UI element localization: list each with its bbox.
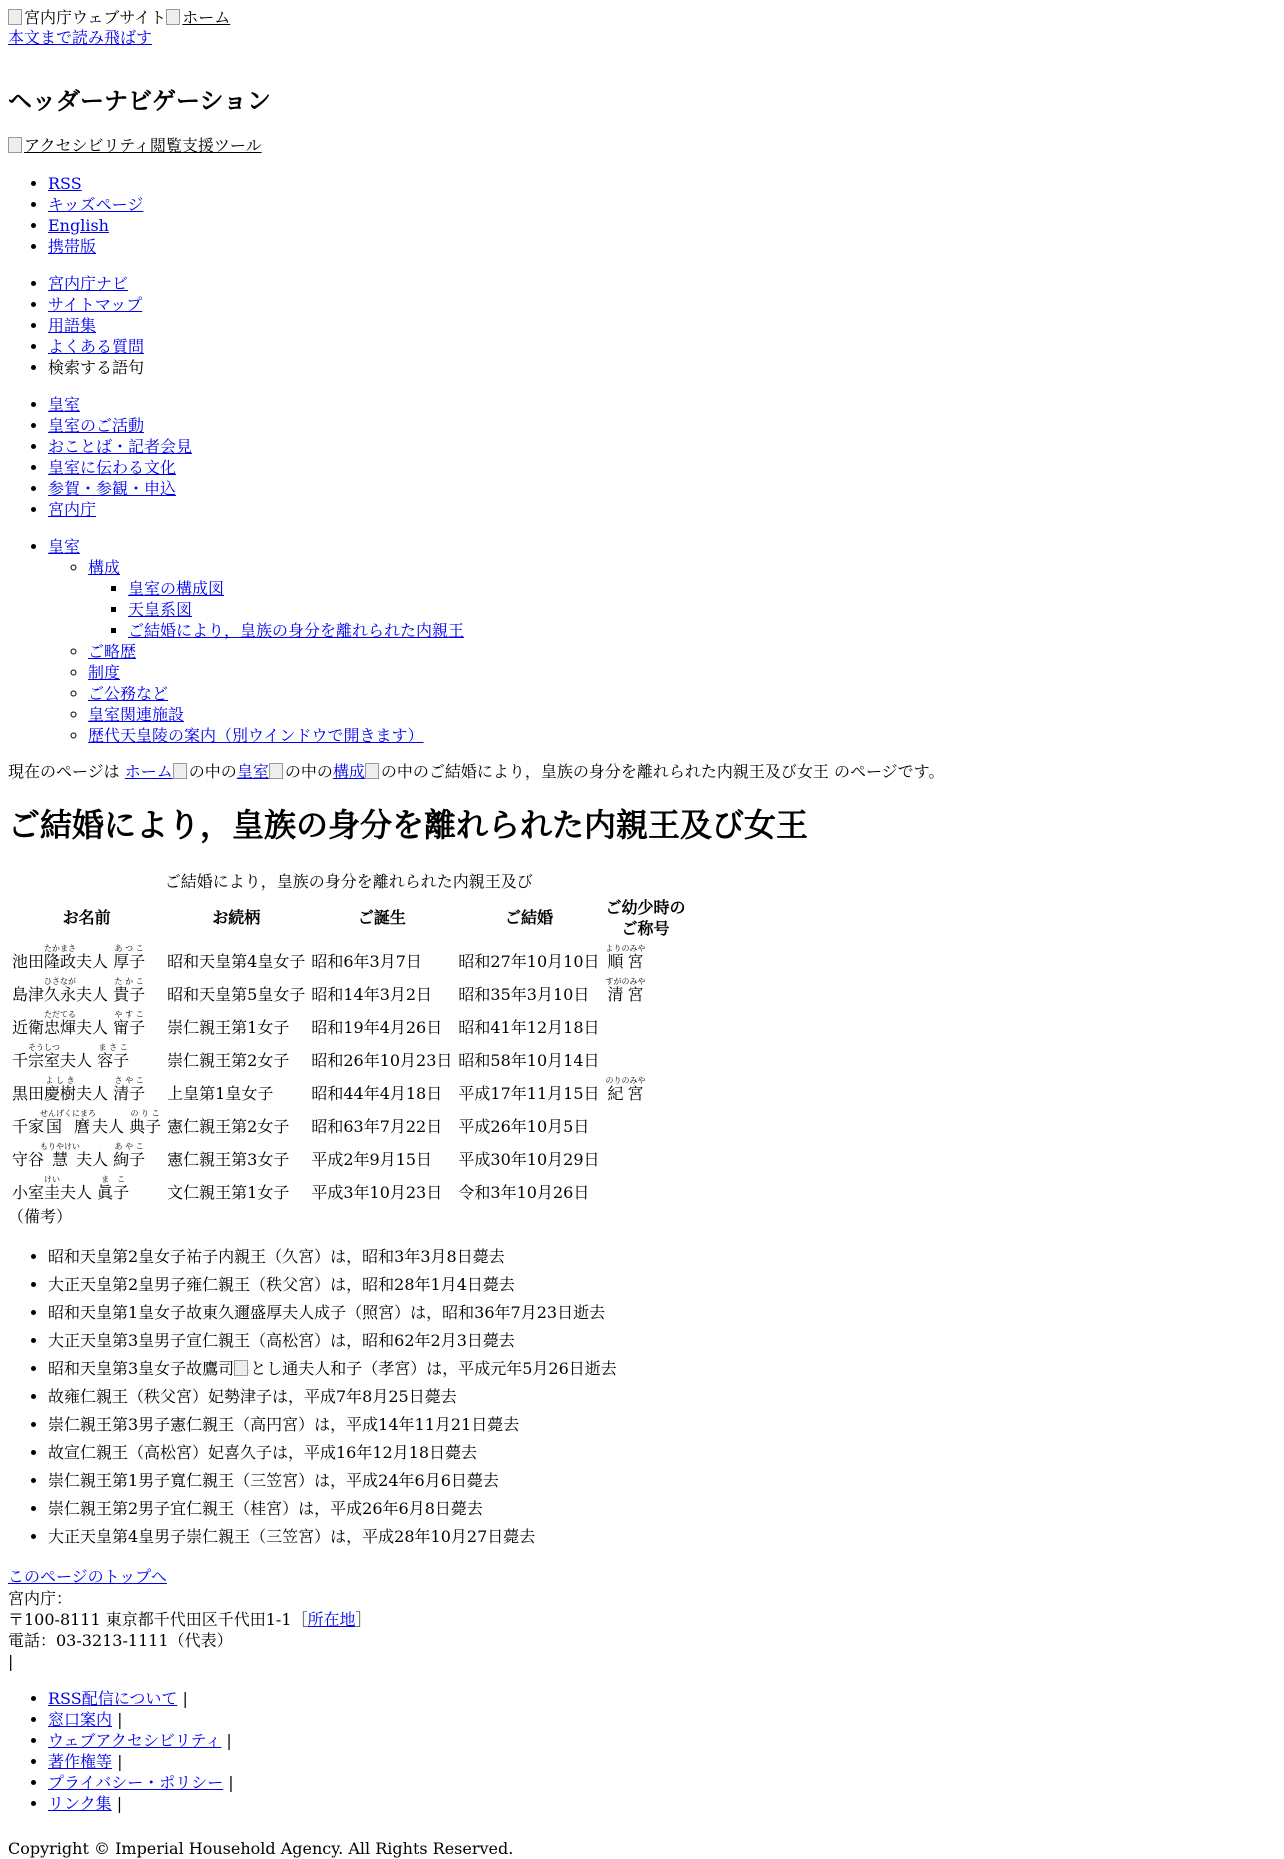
local-nav: [8, 536, 1276, 746]
cell-childhood-title: [604, 1174, 688, 1205]
cell-relation: 崇仁親王第1女子: [167, 1017, 290, 1037]
accessibility-tool-link[interactable]: アクセシビリティ閲覧支援ツール: [8, 136, 262, 155]
footer-copyright-link[interactable]: 著作権等: [48, 1752, 113, 1772]
childhood-title: 清宮すがのみや: [605, 976, 646, 1004]
table-row: [10, 1009, 688, 1040]
cell-marriage: 平成26年10月5日: [458, 1116, 590, 1136]
local-nav-system[interactable]: 制度: [88, 662, 121, 682]
cell-childhood-title: [604, 1009, 688, 1040]
note-item: • 崇仁親王第1男子寬仁親王（三笠宮）は，平成24年6月6日薨去: [48, 1467, 1276, 1495]
cell-relation: 文仁親王第1女子: [167, 1182, 290, 1202]
global-nav-visits[interactable]: 参賀・参観・申込: [48, 478, 177, 498]
kids-page-link[interactable]: キッズページ: [48, 194, 144, 214]
search-label: • 検索する語句: [48, 357, 1276, 378]
princess-name: 厚子あつこ: [113, 943, 146, 971]
cell-marriage: 平成17年11月15日: [458, 1083, 600, 1103]
princess-name: 甯子やすこ: [113, 1009, 146, 1037]
husband-given-name: 忠煇ただてる: [44, 1009, 77, 1037]
footer-links: • RSS配信について | • 窓口案内 | • ウェブアクセシビリティ | • 著作権等 | • プライバシー・ポリシー | • リンク集 |: [8, 1688, 1276, 1814]
local-nav-biography[interactable]: ご略歴: [88, 641, 137, 661]
breadcrumb-home[interactable]: ホーム: [124, 761, 173, 781]
local-nav-duties[interactable]: ご公務など: [88, 683, 169, 703]
header-relation: お続柄: [212, 908, 261, 928]
cell-childhood-title: [604, 1141, 688, 1172]
english-link[interactable]: English: [48, 215, 109, 235]
utility-links: [8, 173, 1276, 257]
table-row: [10, 976, 688, 1007]
princess-name: 容子まさこ: [97, 1042, 130, 1070]
skip-to-content-link[interactable]: 本文まで読み飛ばす: [8, 28, 153, 47]
header-childhood-title: ご幼少時の ご称号: [605, 897, 686, 938]
cell-marriage: 昭和27年10月10日: [458, 951, 600, 971]
notes-label: （備考）: [8, 1206, 73, 1226]
cell-childhood-title: [604, 976, 688, 1007]
location-link[interactable]: 所在地: [307, 1610, 356, 1630]
cell-marriage: 令和3年10月26日: [458, 1182, 590, 1202]
cell-marriage: 昭和58年10月14日: [458, 1050, 600, 1070]
home-logo-link[interactable]: ホーム: [166, 8, 230, 27]
table-row: [10, 1108, 688, 1139]
note-item: • 大正天皇第3皇男子宣仁親王（高松宮）は，昭和62年2月3日薨去: [48, 1327, 1276, 1355]
footer-address: 〒100-8111 東京都千代田区千代田1-1［所在地］: [8, 1610, 372, 1630]
glossary-link[interactable]: 用語集: [48, 315, 97, 335]
global-nav: [8, 394, 1276, 520]
childhood-title: 紀宮のりのみや: [605, 1075, 646, 1103]
kanji-image: とし: [234, 1359, 282, 1378]
page-top-link[interactable]: このページのトップへ: [8, 1567, 167, 1587]
header-nav-heading: ヘッダーナビゲーション: [8, 85, 272, 115]
local-nav-mausoleums[interactable]: 歴代天皇陵の案内（別ウインドウで開きます）: [88, 725, 424, 745]
faq-link[interactable]: よくある質問: [48, 336, 145, 356]
note-item: • 昭和天皇第3皇女子故鷹司 とし通夫人和子（孝宮）は，平成元年5月26日逝去: [48, 1355, 1276, 1383]
global-nav-culture[interactable]: 皇室に伝わる文化: [48, 457, 177, 477]
breadcrumb-separator: の中の: [269, 762, 333, 781]
princess-name: 眞子まこ: [97, 1174, 130, 1202]
cell-birth: 昭和26年10月23日: [311, 1050, 453, 1070]
cell-childhood-title: [604, 1042, 688, 1073]
breadcrumb-separator: の中の: [173, 762, 237, 781]
breadcrumb-current: ご結婚により，皇族の身分を離れられた内親王及び女王: [428, 761, 829, 781]
page-title: ご結婚により，皇族の身分を離れられた内親王及び女王: [8, 805, 809, 844]
table-row: [10, 943, 688, 974]
note-item: • 昭和天皇第1皇女子故東久邇盛厚夫人成子（照宮）は，昭和36年7月23日逝去: [48, 1299, 1276, 1327]
princess-name: 典子のりこ: [129, 1108, 162, 1136]
footer-links-link[interactable]: リンク集: [48, 1794, 112, 1814]
princess-name: 貴子たかこ: [113, 976, 146, 1004]
cell-birth: 昭和44年4月18日: [311, 1083, 443, 1103]
cell-name: 近衛忠煇ただてる夫人 甯子やすこ: [12, 1009, 146, 1037]
husband-given-name: 国麿せんげくにまろ: [40, 1108, 97, 1136]
site-logo: 宮内庁ウェブサイト: [8, 8, 166, 27]
cell-childhood-title: [604, 943, 688, 974]
breadcrumb-separator: の中の: [365, 762, 429, 781]
note-item: • 崇仁親王第2男子宜仁親王（桂宮）は，平成26年6月8日薨去: [48, 1495, 1276, 1523]
note-item: • 昭和天皇第2皇女子祐子内親王（久宮）は，昭和3年3月8日薨去: [48, 1243, 1276, 1271]
local-nav-structure-chart[interactable]: 皇室の構成図: [128, 578, 225, 598]
header-logo-row: [8, 8, 1276, 28]
footer-pipe: |: [8, 1652, 14, 1672]
members-table: [8, 872, 690, 1206]
cell-relation: 憲仁親王第3女子: [167, 1149, 290, 1169]
rss-link[interactable]: RSS: [48, 173, 82, 193]
husband-given-name: 圭けい: [44, 1174, 61, 1202]
husband-given-name: 慧もりやけい: [40, 1141, 81, 1169]
cell-name: 千家国麿せんげくにまろ夫人 典子のりこ: [12, 1108, 162, 1136]
table-row: [10, 1141, 688, 1172]
header-birth: ご誕生: [357, 908, 406, 928]
cell-relation: 憲仁親王第2女子: [167, 1116, 290, 1136]
header-name: お名前: [62, 908, 111, 928]
note-item: • 故雍仁親王（秩父宮）妃勢津子は，平成7年8月25日薨去: [48, 1383, 1276, 1411]
table-row: [10, 1042, 688, 1073]
cell-marriage: 平成30年10月29日: [458, 1149, 600, 1169]
husband-given-name: 久永ひさなが: [44, 976, 77, 1004]
husband-given-name: 隆政たかまさ: [44, 943, 77, 971]
sitemap-link[interactable]: サイトマップ: [48, 294, 143, 314]
childhood-title: 順宮よりのみや: [605, 943, 646, 971]
cell-childhood-title: [604, 1075, 688, 1106]
princess-name: 絢子あやこ: [113, 1141, 146, 1169]
header-marriage: ご結婚: [504, 908, 553, 928]
cell-birth: 平成3年10月23日: [311, 1182, 443, 1202]
cell-relation: 昭和天皇第5皇女子: [167, 984, 306, 1004]
husband-given-name: 慶樹よしき: [44, 1075, 77, 1103]
cell-name: 黒田慶樹よしき夫人 清子さやこ: [12, 1075, 146, 1103]
agency-navi-link[interactable]: 宮内庁ナビ: [48, 273, 129, 293]
local-nav-section[interactable]: 構成: [88, 557, 121, 577]
cell-birth: 昭和6年3月7日: [311, 951, 422, 971]
breadcrumb-level1[interactable]: 皇室: [236, 761, 269, 781]
local-nav-facilities[interactable]: 皇室関連施設: [88, 704, 185, 724]
notes-list: [8, 1243, 1276, 1551]
note-item: • 大正天皇第2皇男子雍仁親王（秩父宮）は，昭和28年1月4日薨去: [48, 1271, 1276, 1299]
footer-phone: 電話：03-3213-1111（代表）: [8, 1631, 233, 1651]
cell-relation: 崇仁親王第2女子: [167, 1050, 290, 1070]
cell-childhood-title: [604, 1108, 688, 1139]
princess-name: 清子さやこ: [113, 1075, 146, 1103]
mobile-link[interactable]: 携帯版: [48, 236, 97, 256]
cell-marriage: 昭和41年12月18日: [458, 1017, 600, 1037]
note-item: • 故宣仁親王（高松宮）妃喜久子は，平成16年12月18日薨去: [48, 1439, 1276, 1467]
cell-relation: 昭和天皇第4皇女子: [167, 951, 306, 971]
local-nav-former-princesses[interactable]: ご結婚により，皇族の身分を離れられた内親王: [128, 620, 465, 640]
footer-privacy-link[interactable]: プライバシー・ポリシー: [48, 1773, 224, 1793]
cell-birth: 昭和19年4月26日: [311, 1017, 443, 1037]
global-nav-addresses[interactable]: おことば・記者会見: [48, 436, 193, 456]
cell-birth: 昭和14年3月2日: [311, 984, 433, 1004]
table-row: [10, 1075, 688, 1106]
local-nav-genealogy[interactable]: 天皇系図: [128, 599, 193, 619]
global-nav-agency[interactable]: 宮内庁: [48, 499, 97, 519]
breadcrumb: 現在のページは ホーム の中の皇室 の中の構成 の中のご結婚により，皇族の身分を離れられた内親王及び女王 のページです。: [8, 761, 945, 781]
breadcrumb-level2[interactable]: 構成: [332, 761, 365, 781]
cell-name: 島津久永ひさなが夫人 貴子たかこ: [12, 976, 146, 1004]
note-item: • 大正天皇第4皇男子崇仁親王（三笠宮）は，平成28年10月27日薨去: [48, 1523, 1276, 1551]
table-body: [10, 943, 688, 1205]
local-nav-top[interactable]: 皇室: [48, 536, 81, 556]
cell-marriage: 昭和35年3月10日: [458, 984, 590, 1004]
cell-birth: 昭和63年7月22日: [311, 1116, 443, 1136]
page: [0, 8, 1284, 1859]
cell-name: 池田隆政たかまさ夫人 厚子あつこ: [12, 943, 146, 971]
cell-birth: 平成2年9月15日: [311, 1149, 433, 1169]
footer-accessibility-link[interactable]: ウェブアクセシビリティ: [48, 1731, 222, 1751]
husband-given-name: 宗室そうしつ: [28, 1042, 61, 1070]
cell-relation: 上皇第1皇女子: [167, 1083, 274, 1103]
cell-name: 小室圭けい夫人 眞子まこ: [12, 1174, 130, 1202]
footer-agency-label: 宮内庁：: [8, 1589, 73, 1609]
cell-name: 守谷慧もりやけい夫人 絢子あやこ: [12, 1141, 146, 1169]
footer-contact-link[interactable]: 窓口案内: [48, 1710, 113, 1730]
copyright: Copyright © Imperial Household Agency. All Rights Reserved.: [8, 1839, 514, 1859]
tools-links: [8, 273, 1276, 378]
table-caption: ご結婚により，皇族の身分を離れられた内親王及び: [164, 872, 533, 892]
global-nav-activities[interactable]: 皇室のご活動: [48, 415, 145, 435]
global-nav-imperial-family[interactable]: 皇室: [48, 394, 81, 414]
table-header-row: [10, 897, 688, 941]
cell-name: 千宗室そうしつ夫人 容子まさこ: [12, 1042, 130, 1070]
note-item: • 崇仁親王第3男子憲仁親王（高円宮）は，平成14年11月21日薨去: [48, 1411, 1276, 1439]
table-row: [10, 1174, 688, 1205]
footer-rss-link[interactable]: RSS配信について: [48, 1689, 178, 1709]
